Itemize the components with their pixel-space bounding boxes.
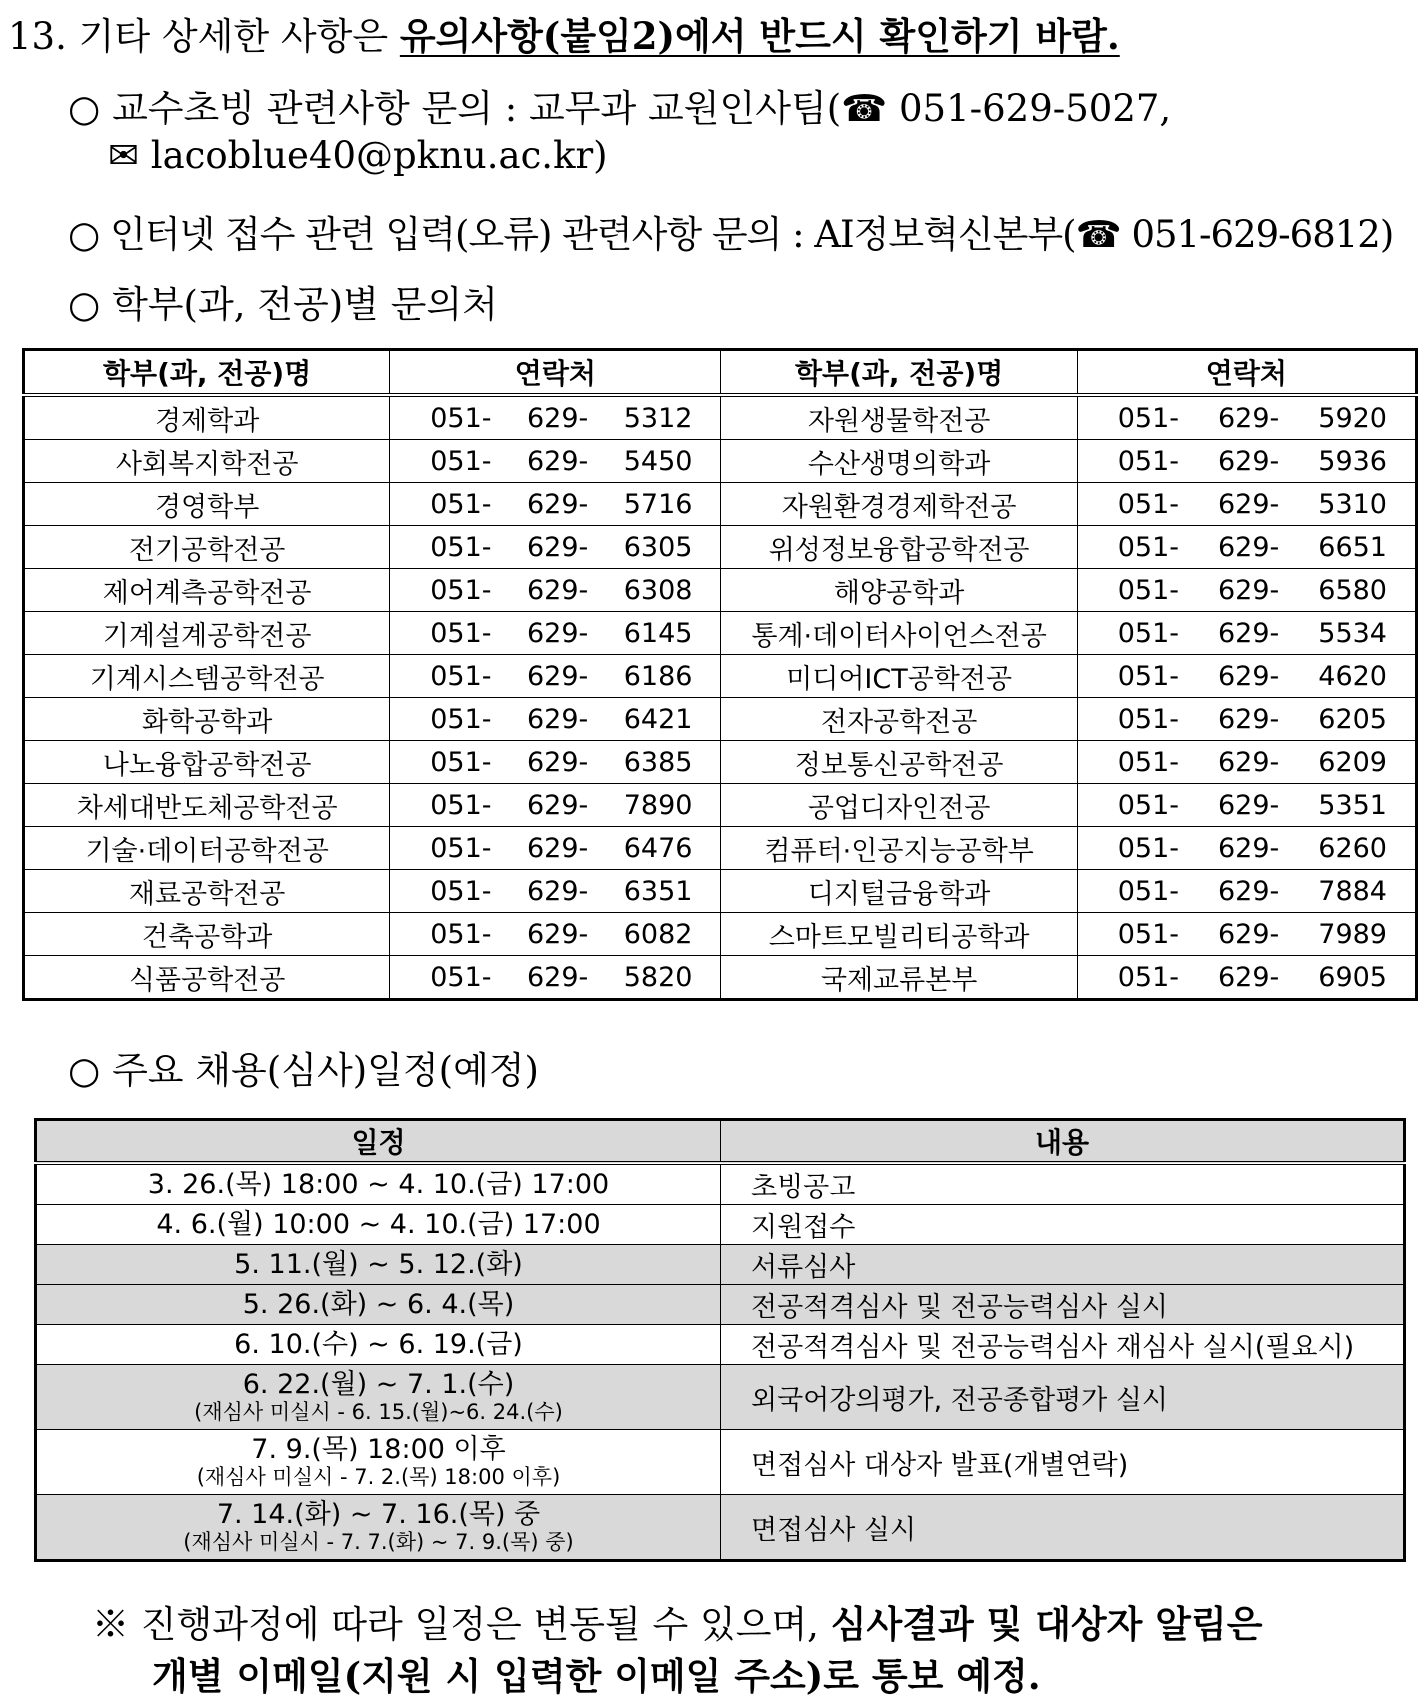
phone-part: 051- [1117, 488, 1180, 520]
phone-part: 629- [527, 961, 589, 993]
department-name: 경제학과 [24, 395, 390, 440]
phone-number [1078, 489, 1415, 520]
schedule-desc: 전공적격심사 및 전공능력심사 실시 [721, 1285, 1405, 1325]
table-row [24, 956, 1417, 1000]
phone-number [1078, 919, 1415, 950]
footnote-bold-2: 개별 이메일(지원 시 입력한 이메일 주소)로 통보 예정. [152, 1654, 1041, 1698]
phone-part: 051- [430, 832, 492, 864]
schedule-row [36, 1163, 1405, 1205]
department-phone [390, 483, 721, 526]
phone-part: 629- [1218, 832, 1280, 864]
phone-part: 051- [1117, 703, 1180, 735]
table-row [24, 395, 1417, 440]
phone-icon: ☎ [841, 87, 888, 130]
schedule-date [36, 1495, 721, 1561]
phone-part: 7989 [1318, 918, 1387, 950]
phone-part: 629- [527, 531, 589, 563]
schedule-date-text: 5. 26.(화) ~ 6. 4.(목) [242, 1288, 515, 1320]
department-phone [1077, 784, 1416, 827]
header-dept-name-right: 학부(과, 전공)명 [721, 350, 1077, 396]
phone-part: 629- [1218, 445, 1280, 477]
bullet-department-contacts-label: 학부(과, 전공)별 문의처 [112, 283, 498, 326]
phone-part: 6308 [623, 574, 693, 606]
phone-part: 051- [430, 961, 492, 993]
department-name: 자원생물학전공 [721, 395, 1077, 440]
department-name: 제어계측공학전공 [24, 569, 390, 612]
phone-part: 629- [527, 832, 589, 864]
bullet-mark: ○ [68, 87, 101, 130]
table-row [24, 526, 1417, 569]
department-name: 건축공학과 [24, 913, 390, 956]
section-13-heading [8, 6, 1120, 60]
phone-number [1078, 446, 1415, 477]
phone-part: 629- [1218, 488, 1280, 520]
schedule-date [36, 1365, 721, 1430]
phone-part: 629- [1218, 961, 1280, 993]
table-row [24, 612, 1417, 655]
phone-part: 5312 [623, 402, 693, 434]
phone-number [1078, 618, 1415, 649]
phone-number [390, 575, 720, 606]
department-phone [390, 698, 721, 741]
phone-part: 051- [1117, 660, 1180, 692]
phone-part: 629- [527, 918, 589, 950]
phone-part: 051- [1117, 574, 1180, 606]
schedule-date-note: (재심사 미실시 - 6. 15.(월)~6. 24.(수) [194, 1400, 563, 1425]
bullet-inquiry-internet-label: 인터넷 접수 관련 입력(오류) 관련사항 문의 : AI정보혁신본부( [110, 213, 1076, 256]
phone-part: 629- [527, 488, 589, 520]
phone-part: 051- [430, 918, 492, 950]
schedule-date [36, 1325, 721, 1365]
phone-part: 051- [430, 574, 492, 606]
department-phone [390, 655, 721, 698]
phone-part: 629- [527, 660, 589, 692]
phone-part: 051- [1117, 402, 1180, 434]
department-phone [390, 827, 721, 870]
phone-part: 5351 [1318, 789, 1387, 821]
phone-part: 629- [1218, 703, 1280, 735]
department-phone [1077, 483, 1416, 526]
phone-part: 629- [1218, 574, 1280, 606]
department-name: 해양공학과 [721, 569, 1077, 612]
phone-part: 5820 [623, 961, 693, 993]
schedule-desc: 초빙공고 [721, 1163, 1405, 1205]
phone-part: 629- [527, 574, 589, 606]
phone-part: 051- [1117, 531, 1180, 563]
phone-part: 051- [430, 746, 492, 778]
department-name: 정보통신공학전공 [721, 741, 1077, 784]
bullet-inquiry-faculty-label: 교수초빙 관련사항 문의 : 교무과 교원인사팀( [112, 87, 842, 130]
department-phone [390, 612, 721, 655]
department-name: 공업디자인전공 [721, 784, 1077, 827]
phone-number [1078, 575, 1415, 606]
phone-part: 629- [1218, 918, 1280, 950]
header-schedule-date: 일정 [36, 1120, 721, 1164]
department-contacts-table [22, 348, 1418, 1001]
phone-part: 629- [527, 445, 589, 477]
schedule-date [36, 1430, 721, 1495]
phone-part: 6421 [623, 703, 693, 735]
faculty-email[interactable]: lacoblue40@pknu.ac.kr) [150, 134, 608, 177]
department-name: 기계시스템공학전공 [24, 655, 390, 698]
phone-part: 7890 [623, 789, 693, 821]
schedule-date-text: 3. 26.(목) 18:00 ~ 4. 10.(금) 17:00 [147, 1168, 610, 1200]
table-row [24, 569, 1417, 612]
schedule-desc: 전공적격심사 및 전공능력심사 재심사 실시(필요시) [721, 1325, 1405, 1365]
schedule-date-note: (재심사 미실시 - 7. 7.(화) ~ 7. 9.(목) 중) [183, 1530, 574, 1555]
department-name: 전자공학전공 [721, 698, 1077, 741]
phone-part: 051- [1117, 918, 1180, 950]
department-phone [1077, 612, 1416, 655]
bullet-inquiry-faculty [68, 78, 1171, 132]
department-name: 통계·데이터사이언스전공 [721, 612, 1077, 655]
phone-part: 051- [430, 617, 492, 649]
phone-number [390, 790, 720, 821]
phone-part: 629- [1218, 531, 1280, 563]
phone-part: 5450 [623, 445, 693, 477]
schedule-desc: 서류심사 [721, 1245, 1405, 1285]
schedule-row [36, 1495, 1405, 1561]
department-phone [1077, 698, 1416, 741]
schedule-row [36, 1325, 1405, 1365]
phone-number [390, 489, 720, 520]
phone-part: 4620 [1318, 660, 1387, 692]
header-dept-name-left: 학부(과, 전공)명 [24, 350, 390, 396]
department-name: 경영학부 [24, 483, 390, 526]
department-name: 기술·데이터공학전공 [24, 827, 390, 870]
department-phone [1077, 870, 1416, 913]
department-name: 미디어ICT공학전공 [721, 655, 1077, 698]
department-name: 식품공학전공 [24, 956, 390, 1000]
table-header-row [36, 1120, 1405, 1164]
phone-part: 6209 [1318, 746, 1387, 778]
department-phone [1077, 913, 1416, 956]
table-row [24, 655, 1417, 698]
department-phone [390, 440, 721, 483]
phone-number [1078, 661, 1415, 692]
department-name: 기계설계공학전공 [24, 612, 390, 655]
department-name: 재료공학전공 [24, 870, 390, 913]
department-phone [1077, 440, 1416, 483]
schedule-date [36, 1205, 721, 1245]
footnote-text: 진행과정에 따라 일정은 변동될 수 있으며, [140, 1603, 831, 1646]
department-phone [1077, 741, 1416, 784]
bullet-schedule [68, 1040, 539, 1094]
department-name: 차세대반도체공학전공 [24, 784, 390, 827]
department-phone [1077, 395, 1416, 440]
department-phone [390, 956, 721, 1000]
phone-part: 6186 [623, 660, 693, 692]
schedule-row [36, 1430, 1405, 1495]
phone-part: 629- [1218, 875, 1280, 907]
footnote-line-1 [92, 1594, 1263, 1648]
phone-number [1078, 747, 1415, 778]
department-phone [1077, 526, 1416, 569]
header-schedule-desc: 내용 [721, 1120, 1405, 1164]
table-row [24, 698, 1417, 741]
phone-part: 6305 [623, 531, 693, 563]
department-name: 수산생명의학과 [721, 440, 1077, 483]
phone-part: 7884 [1318, 875, 1387, 907]
schedule-date-text: 7. 9.(목) 18:00 이후 [251, 1434, 506, 1466]
phone-part: 6651 [1318, 531, 1387, 563]
faculty-phone: 051-629-5027, [898, 87, 1172, 130]
schedule-date-text: 6. 22.(월) ~ 7. 1.(수) [242, 1369, 515, 1401]
phone-part: 6260 [1318, 832, 1387, 864]
phone-number [1078, 704, 1415, 735]
schedule-date [36, 1163, 721, 1205]
phone-part: 5534 [1318, 617, 1387, 649]
table-row [24, 483, 1417, 526]
phone-part: 051- [430, 445, 492, 477]
phone-part: 6905 [1318, 961, 1387, 993]
table-row [24, 741, 1417, 784]
footnote-bold-1: 심사결과 및 대상자 알림은 [830, 1602, 1263, 1646]
phone-number [1078, 790, 1415, 821]
schedule-desc: 외국어강의평가, 전공종합평가 실시 [721, 1365, 1405, 1430]
department-name: 나노융합공학전공 [24, 741, 390, 784]
mail-icon: ✉ [108, 134, 140, 177]
bullet-inquiry-internet [68, 204, 1393, 258]
phone-part: 6082 [623, 918, 693, 950]
department-phone [1077, 569, 1416, 612]
phone-number [1078, 532, 1415, 563]
footnote-mark: ※ [92, 1603, 129, 1646]
phone-part: 629- [527, 875, 589, 907]
phone-part: 629- [1218, 746, 1280, 778]
bullet-mark: ○ [68, 1049, 101, 1092]
table-row [24, 827, 1417, 870]
phone-number [1078, 833, 1415, 864]
department-phone [1077, 655, 1416, 698]
internet-phone: 051-629-6812) [1131, 213, 1394, 256]
department-name: 위성정보융합공학전공 [721, 526, 1077, 569]
schedule-date-text: 4. 6.(월) 10:00 ~ 4. 10.(금) 17:00 [156, 1208, 601, 1240]
phone-number [1078, 962, 1415, 993]
phone-part: 629- [527, 746, 589, 778]
department-phone [1077, 956, 1416, 1000]
phone-part: 051- [430, 660, 492, 692]
phone-part: 5716 [623, 488, 693, 520]
phone-part: 6580 [1318, 574, 1387, 606]
schedule-row [36, 1205, 1405, 1245]
header-contact-right: 연락처 [1077, 350, 1416, 396]
bullet-inquiry-email [108, 134, 608, 177]
phone-part: 629- [527, 789, 589, 821]
phone-number [390, 403, 720, 434]
phone-part: 629- [1218, 789, 1280, 821]
phone-number [1078, 876, 1415, 907]
department-name: 전기공학전공 [24, 526, 390, 569]
department-phone [1077, 827, 1416, 870]
phone-part: 051- [1117, 961, 1180, 993]
phone-part: 6476 [623, 832, 693, 864]
department-name: 국제교류본부 [721, 956, 1077, 1000]
department-name: 자원환경경제학전공 [721, 483, 1077, 526]
phone-part: 6145 [623, 617, 693, 649]
department-name: 스마트모빌리티공학과 [721, 913, 1077, 956]
phone-part: 629- [527, 617, 589, 649]
phone-part: 051- [1117, 746, 1180, 778]
schedule-date-text: 5. 11.(월) ~ 5. 12.(화) [234, 1248, 523, 1280]
phone-part: 051- [1117, 832, 1180, 864]
department-name: 사회복지학전공 [24, 440, 390, 483]
phone-part: 051- [430, 402, 492, 434]
table-row [24, 440, 1417, 483]
phone-number [390, 876, 720, 907]
phone-number [390, 833, 720, 864]
phone-number [390, 532, 720, 563]
schedule-date-text: 6. 10.(수) ~ 6. 19.(금) [234, 1328, 523, 1360]
phone-part: 629- [1218, 660, 1280, 692]
department-phone [390, 913, 721, 956]
schedule-date [36, 1245, 721, 1285]
phone-part: 051- [430, 488, 492, 520]
phone-number [390, 446, 720, 477]
department-phone [390, 526, 721, 569]
phone-number [390, 618, 720, 649]
section-intro: 기타 상세한 사항은 [78, 15, 400, 58]
phone-part: 051- [1117, 445, 1180, 477]
phone-number [390, 661, 720, 692]
phone-part: 629- [527, 703, 589, 735]
schedule-row [36, 1365, 1405, 1430]
department-name: 화학공학과 [24, 698, 390, 741]
phone-part: 629- [1218, 402, 1280, 434]
department-name: 컴퓨터·인공지능공학부 [721, 827, 1077, 870]
phone-part: 5920 [1318, 402, 1387, 434]
phone-number [390, 747, 720, 778]
phone-part: 629- [1218, 617, 1280, 649]
phone-part: 5310 [1318, 488, 1387, 520]
department-phone [390, 569, 721, 612]
phone-part: 051- [1117, 789, 1180, 821]
schedule-desc: 면접심사 대상자 발표(개별연락) [721, 1430, 1405, 1495]
department-phone [390, 870, 721, 913]
department-name: 디지털금융학과 [721, 870, 1077, 913]
phone-part: 051- [1117, 617, 1180, 649]
schedule-date-note: (재심사 미실시 - 7. 2.(목) 18:00 이후) [196, 1465, 561, 1490]
schedule-row [36, 1245, 1405, 1285]
schedule-table [34, 1118, 1406, 1562]
department-phone [390, 741, 721, 784]
phone-number [390, 704, 720, 735]
schedule-row [36, 1285, 1405, 1325]
phone-number [390, 962, 720, 993]
schedule-desc: 지원접수 [721, 1205, 1405, 1245]
header-contact-left: 연락처 [390, 350, 721, 396]
table-header-row [24, 350, 1417, 396]
phone-number [1078, 403, 1415, 434]
phone-part: 051- [1117, 875, 1180, 907]
table-row [24, 870, 1417, 913]
phone-part: 629- [527, 402, 589, 434]
bullet-mark: ○ [68, 213, 100, 256]
bullet-department-contacts [68, 274, 498, 328]
department-phone [390, 784, 721, 827]
phone-number [390, 919, 720, 950]
phone-part: 6351 [623, 875, 693, 907]
phone-part: 6205 [1318, 703, 1387, 735]
section-number: 13. [8, 15, 67, 58]
phone-part: 051- [430, 531, 492, 563]
table-row [24, 784, 1417, 827]
department-phone [390, 395, 721, 440]
schedule-date-text: 7. 14.(화) ~ 7. 16.(목) 중 [216, 1499, 541, 1531]
phone-part: 051- [430, 875, 492, 907]
bullet-mark: ○ [68, 283, 101, 326]
schedule-date [36, 1285, 721, 1325]
phone-icon: ☎ [1075, 213, 1121, 256]
phone-part: 6385 [623, 746, 693, 778]
section-emphasis: 유의사항(붙임2)에서 반드시 확인하기 바람. [399, 14, 1120, 58]
phone-part: 5936 [1318, 445, 1387, 477]
phone-part: 051- [430, 789, 492, 821]
schedule-desc: 면접심사 실시 [721, 1495, 1405, 1561]
table-row [24, 913, 1417, 956]
bullet-schedule-label: 주요 채용(심사)일정(예정) [112, 1049, 539, 1092]
phone-part: 051- [430, 703, 492, 735]
